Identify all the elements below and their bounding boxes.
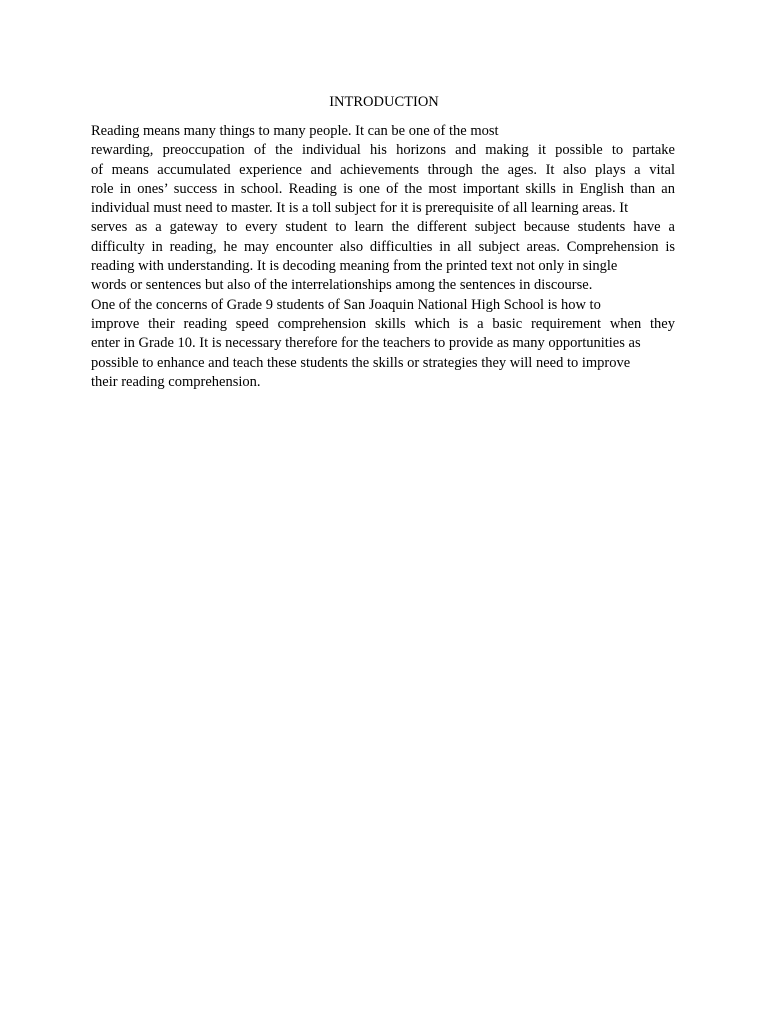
paragraph-line: individual must need to master. It is a toll subject for it is prerequisite of all learning areas. It: [91, 200, 629, 217]
document-title: INTRODUCTION: [329, 94, 439, 110]
paragraph-line: serves as a gateway to every student to learn the different subject because students have a: [91, 219, 675, 236]
paragraph-line: Reading means many things to many people. It can be one of the most: [91, 123, 499, 139]
paragraph-line: possible to enhance and teach these students the skills or strategies they will need to improve: [91, 354, 631, 371]
paragraph-line: reading with understanding. It is decoding meaning from the printed text not only in single: [91, 258, 618, 275]
introduction-paragraph: [91, 122, 675, 392]
paragraph-line: role in ones’ success in school. Reading is one of the most important skills in English than an: [91, 180, 675, 197]
paragraph-line: their reading comprehension.: [91, 373, 261, 390]
paragraph-line: rewarding, preoccupation of the individual his horizons and making it possible to partake: [91, 142, 675, 159]
paragraph-line: words or sentences but also of the interrelationships among the sentences in discourse.: [91, 277, 593, 294]
paragraph-line: of means accumulated experience and achievements through the ages. It also plays a vital: [91, 161, 675, 178]
paragraph-line: enter in Grade 10. It is necessary therefore for the teachers to provide as many opportunities as: [91, 335, 641, 352]
paragraph-line: difficulty in reading, he may encounter also difficulties in all subject areas. Comprehension is: [91, 238, 675, 255]
paragraph-line: improve their reading speed comprehension skills which is a basic requirement when they: [91, 315, 675, 332]
paragraph-line: One of the concerns of Grade 9 students of San Joaquin National High School is how to: [91, 296, 601, 313]
